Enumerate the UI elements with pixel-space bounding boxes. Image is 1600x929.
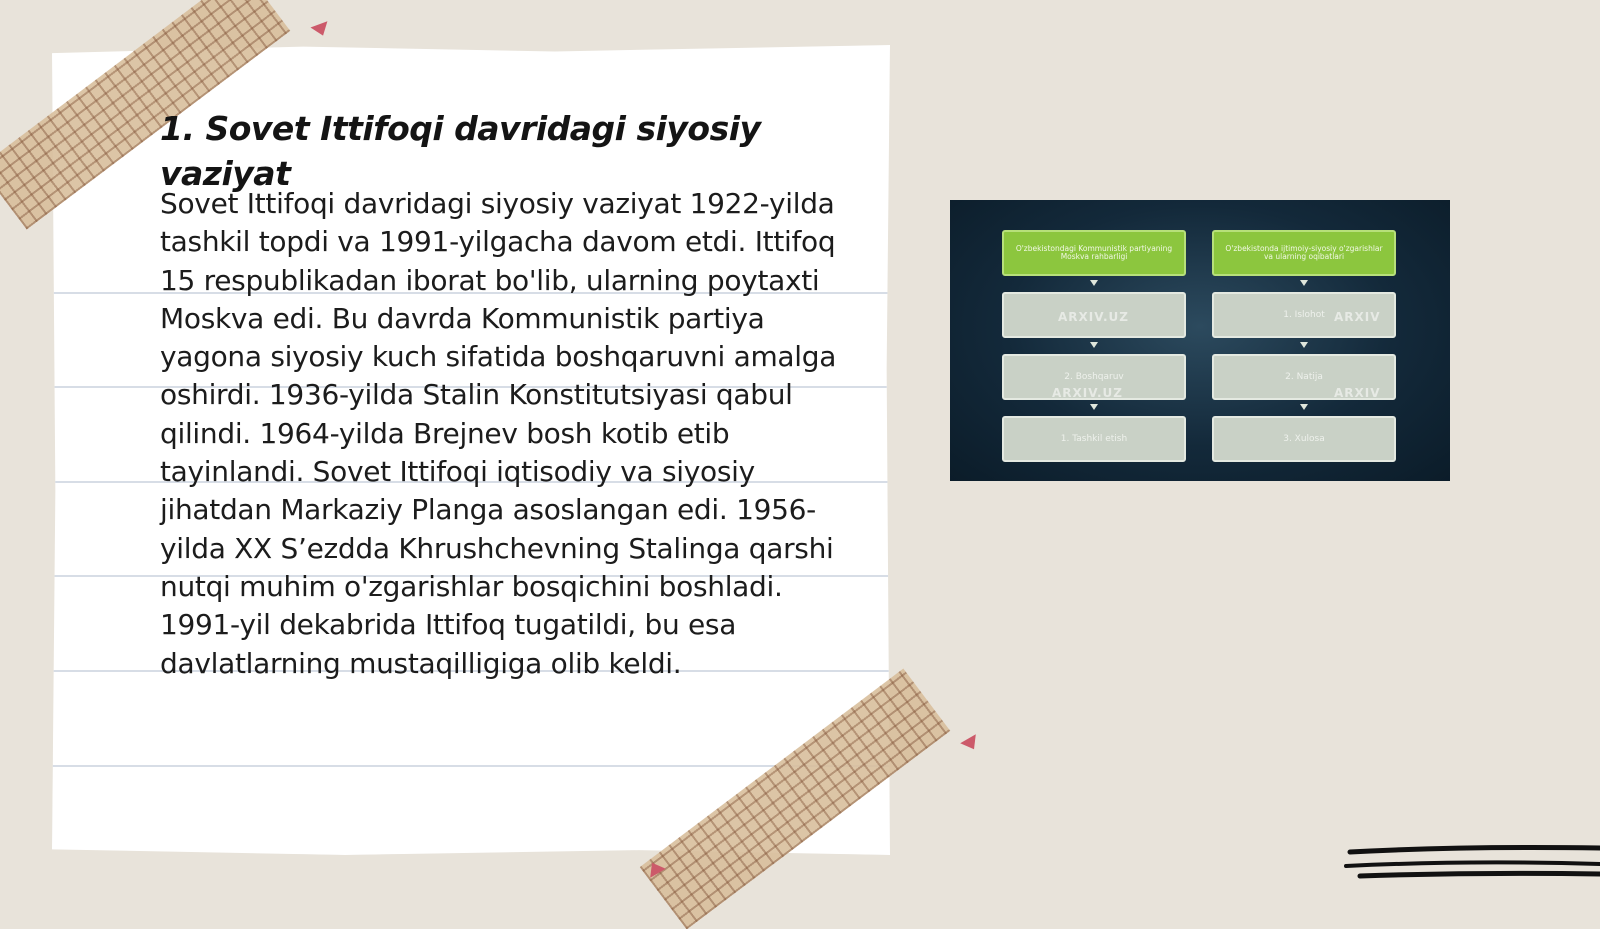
flowchart-step [1002, 354, 1186, 400]
watermark: ARXIV [1334, 310, 1381, 324]
arrow-down-icon [1300, 342, 1308, 348]
slide-title: 1. Sovet Ittifoqi davridagi siyosiy vaziyat [160, 109, 761, 193]
flowchart-step-label: 2. Natija [1285, 372, 1323, 382]
brush-strokes-icon [1340, 840, 1600, 900]
arrow-down-icon [1300, 280, 1308, 286]
slide-body-text: Sovet Ittifoqi davridagi siyosiy vaziyat 1922-yilda tashkil topdi va 1991-yilgacha davom etdi. Ittifoq 15 respublikadan iborat bo'lib, ularning poytaxti Moskva edi. Bu davrda Kommunistik partiya yagona siyosiy kuch sifatida boshqaruvni amalga oshirdi. 1936-yilda Stalin Konstitutsiyasi qabul qilindi. 1964-yilda Brejnev bosh kotib etib tayinlandi. Sovet Ittifoqi iqtisodiy va siyosiy jihatdan Markaziy Planga asoslangan edi. 1956-yilda XX S’ezdda Khrushchevning Stalinga qarshi nutqi muhim o'zgarishlar bosqichini boshladi. 1991-yil dekabrida Ittifoq tugatildi, bu esa davlatlarning mustaqilligiga olib keldi. [160, 187, 837, 680]
watermark: ARXIV [1334, 386, 1381, 400]
pin-icon [960, 734, 982, 753]
flowchart-header-left: O'zbekistondagi Kommunistik partiyaning Moskva rahbarligi [1002, 230, 1186, 276]
paper-rule-line [52, 765, 890, 767]
watermark: ARXIV.UZ [1058, 310, 1129, 324]
flowchart-step [1212, 354, 1396, 400]
flowchart-step [1212, 292, 1396, 338]
flowchart-step-label: 2. Boshqaruv [1064, 372, 1124, 382]
arrow-down-icon [1090, 404, 1098, 410]
flowchart-step: 1. Tashkil etish [1002, 416, 1186, 462]
watermark: ARXIV.UZ [1052, 386, 1123, 400]
flowchart-step-label: 1. Islohot [1283, 310, 1325, 320]
arrow-down-icon [1090, 342, 1098, 348]
flowchart-step: 3. Xulosa [1212, 416, 1396, 462]
pin-icon [310, 21, 331, 38]
arrow-down-icon [1300, 404, 1308, 410]
flowchart-step [1002, 292, 1186, 338]
flowchart-image [950, 200, 1450, 481]
flowchart-header-right: O'zbekistonda ijtimoiy-siyosiy o'zgarishlar va ularning oqibatlari [1212, 230, 1396, 276]
arrow-down-icon [1090, 280, 1098, 286]
